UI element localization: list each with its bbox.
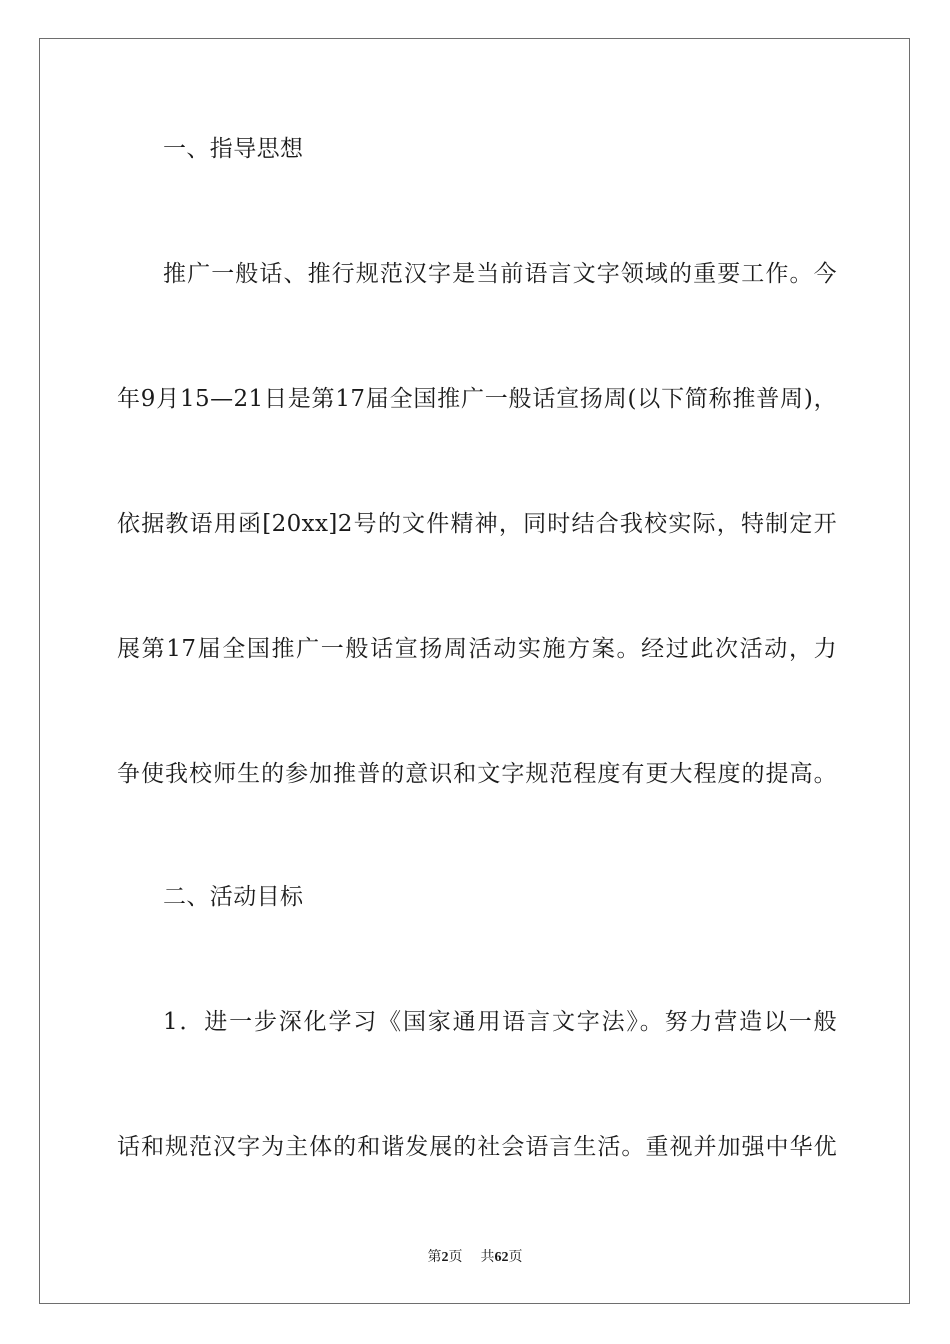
paragraph-line: 争使我校师生的参加推普的意识和文字规范程度有更大程度的提高。 [117, 761, 837, 787]
paragraph-line: 展第17届全国推广一般话宣扬周活动实施方案。经过此次活动，力 [117, 636, 837, 662]
section-heading-activity-goals: 二、活动目标 [163, 884, 304, 910]
page-suffix: 页 [448, 1249, 463, 1265]
total-page-count: 62 [494, 1250, 509, 1265]
page-prefix: 第 [427, 1249, 442, 1265]
total-prefix: 共 [480, 1249, 495, 1265]
total-suffix: 页 [508, 1249, 523, 1265]
current-page-number: 2 [441, 1250, 449, 1265]
paragraph-line: 年9月15—21日是第17届全国推广一般话宣扬周(以下简称推普周)， [117, 386, 837, 412]
paragraph-line: 1．进一步深化学习《国家通用语言文字法》。努力营造以一般 [163, 1009, 837, 1035]
paragraph-line: 依据教语用函[20xx]2号的文件精神，同时结合我校实际，特制定开 [117, 511, 837, 537]
paragraph-line: 推广一般话、推行规范汉字是当前语言文字领域的重要工作。今 [163, 261, 837, 287]
page-frame [39, 38, 910, 1304]
section-heading-guiding-thought: 一、指导思想 [163, 136, 304, 162]
page-footer [0, 1247, 950, 1268]
paragraph-line: 话和规范汉字为主体的和谐发展的社会语言生活。重视并加强中华优 [117, 1134, 837, 1160]
